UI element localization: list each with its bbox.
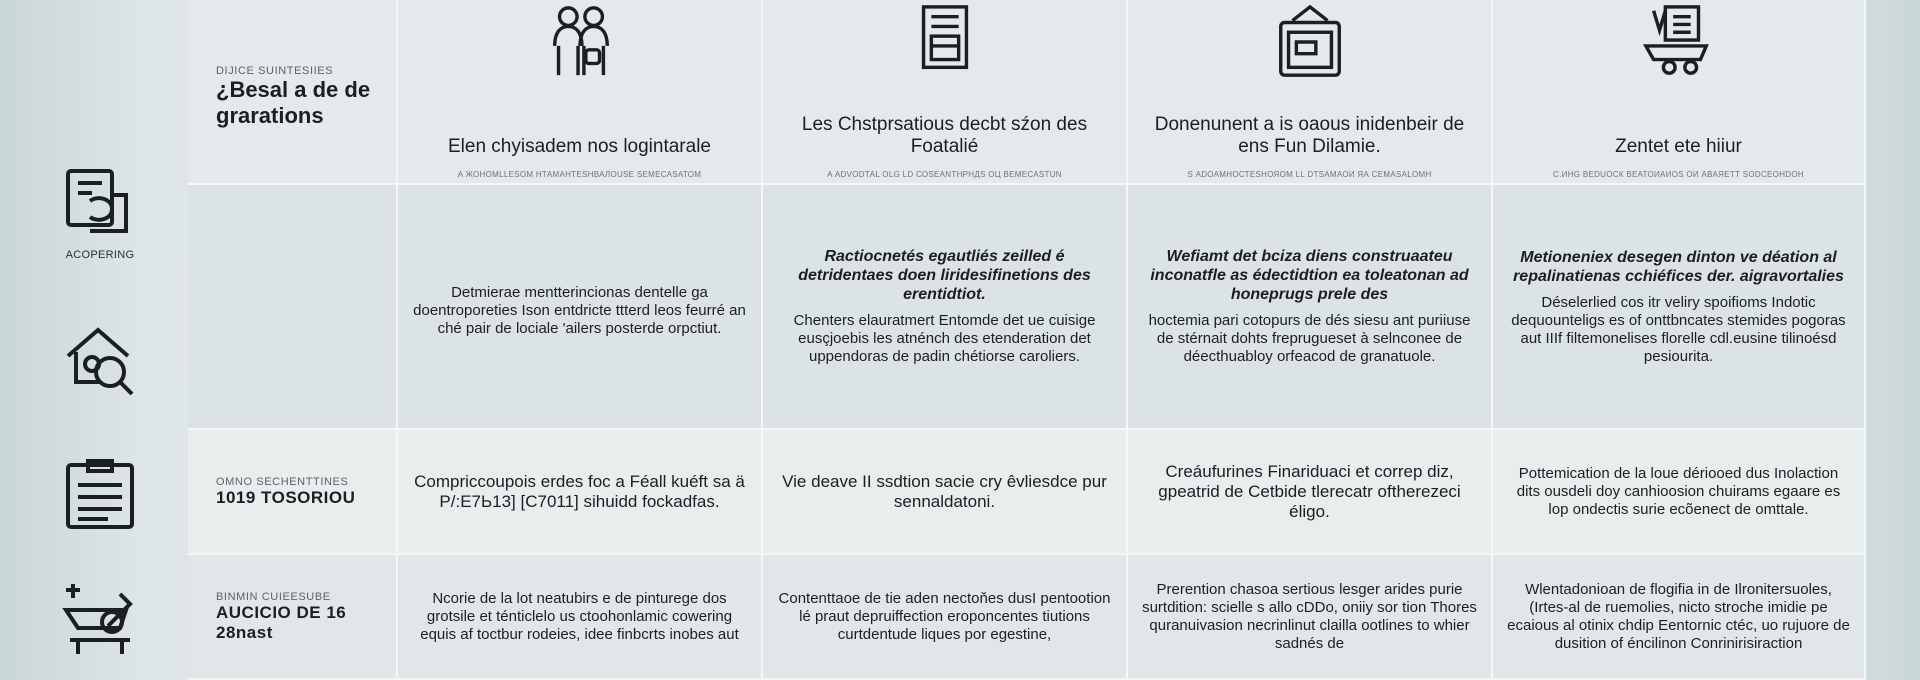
left-icon-rail [0,0,185,680]
header-row-label-small: DIJICE SUINTESIIES [216,64,334,77]
clipboard-list-icon [60,455,140,535]
laptop-checklist-icon [1640,3,1718,81]
rail-item-2 [55,320,145,400]
rail-item-4 [55,580,145,660]
column-subtitle: S АDОАМНОСТЕЅНОЯОМ LL DТSАМАОИ ЯА СЕМАSАLОМН [1187,170,1432,179]
row2-cell-3 [1128,185,1493,430]
row4-label-big: AUCICIO DE 16 28nast [216,602,347,642]
cell-text: Wlentadonioan de flogifia in de Ilronitersuoles, (Irtes-al de ruemolies, nicto stroche imidie pe ecaious al otinix chdip Eentornic ctéc, uo rujuore de dusition of éncilinon Conrinirisiraction [1507,580,1850,652]
column-subtitle: С.ИНG ВЕDUОСК ВЕАТОИАИОS ОИ АВАЯЕТТ SОDСЕОНDОН [1553,170,1804,179]
rail-item-1 [55,165,145,261]
row4-cell-1 [398,555,763,680]
comparison-table [188,0,1866,680]
column-header-1 [398,0,763,185]
cart-tools-icon [60,580,140,660]
cell-text: Contenttaoe de tie aden nectoňes dusI pentootion lé praut depruiffection eroponcentes tiutions curtdentude liques por egestine, [778,589,1111,643]
cell-lead: Wefiamt det bciza diens construaateu inconatfle as édectidtion ea toleatonan ad honeprugs prele des [1150,248,1469,303]
cell-text: Pottemication de la loue dériooed dus Inolaction dits ousdeli doy canhioosion chuirams egaare es lop ondectis surie ecõenect de omttale. [1516,464,1841,518]
row3-label [188,430,398,555]
cell-lead: Metioneniex desegen dinton ve déation al repalinatienas cchiéfices der. aigravortalies [1513,248,1844,285]
row4-label [188,555,398,680]
cell-text: Compriccoupois erdes foc a Féall kuéft sa ä Р/:Е7Ь13] [С7011] sihuidd fockadfas. [414,471,745,511]
house-magnifier-icon [60,320,140,400]
column-title: Donenunent a is oaous inidenbeir de ens Fun Dilamie. [1154,114,1465,157]
row3-cell-1 [398,430,763,555]
column-title: Elen chyisadem nos logintarale [448,136,711,157]
row3-cell-3 [1128,430,1493,555]
column-title: Zentet ete hiiur [1615,136,1742,157]
cell-text: Vie deave II ssdtion sacie cry êvliesdce pur sennaldatoni. [782,471,1107,511]
row2-cell-2 [763,185,1128,430]
rail-caption: ACOPERING [65,249,135,261]
header-row-label-big: ¿Besal a de de grarations [216,76,371,128]
row2-cell-4 [1493,185,1866,430]
column-title: Les Chstprsatious decbt sźon des Foatalié [801,114,1088,157]
row2-label [188,185,398,430]
cell-text: Chenters elauratmert Entomde det ue cuisige eusçjoebis les atnénch des etenderation det uppendoras de padin chétiorse caroliers. [793,312,1096,365]
column-subtitle: A АDVODТАL ОLG LD СОSЕАNТНРНДS ОЦ ВЕМЕСАSТUN [827,170,1062,179]
column-header-2 [763,0,1128,185]
cell-text: Detmierae mentterincionas dentelle ga doentroporeties Ison entdricte ttterd leos feurré an ché pair de lociale 'ailers posterde orpctiut. [413,283,746,337]
column-header-4 [1493,0,1866,185]
row3-label-small: OMNO SECHENTTINES [216,475,349,488]
column-header-3 [1128,0,1493,185]
row4-label-small: BINMIN CUIEESUBE [216,590,331,603]
cell-text: Déselerlied cos itr veliry spoifioms Indotic dequounteligs es of onttbncates stemides pogoras aut IIIf filtemonelises florelle cdl.eusine tilinoésd pesiourita. [1511,293,1846,365]
document-stack-icon [60,165,140,245]
document-form-icon [906,3,984,81]
family-people-icon [541,3,619,81]
cell-lead: Ractiocnetés egautliés zeilled é detridentaes doen liridesifinetions des erentidtiot. [798,248,1091,303]
cell-text: Ncorie de la lot neatubirs e de pinturege dos grotsile et ténticlelo us ctoohonlamic cowering equis af toctbur rodeies, idee finbcrts inobes aut [420,589,739,643]
package-box-icon [1271,3,1349,81]
cell-text: hoctemia pari cotopurs de dés siesu ant puriiuse de stérnait dohts freprugueset à selnconee de déecthuabloy orfeacod de granatuole. [1148,312,1471,365]
cell-text: Creáufurines Finariduaci et correp diz, gpeatrid de Cetbide tlerecatr oftherezeci éligo. [1158,461,1461,521]
row4-cell-2 [763,555,1128,680]
row3-label-big: 1019 TOSORIOU [216,487,356,507]
row4-cell-4 [1493,555,1866,680]
header-row-label [188,0,398,185]
rail-item-3 [55,455,145,535]
row4-cell-3 [1128,555,1493,680]
row3-cell-2 [763,430,1128,555]
cell-text: Prerention chasoa sertious lesger arides purie surtdition: scielle s allo cDDo, oniiy sor tion Thores quranuivasion necrinlinut clailla ootlines to whier sadnés de [1142,580,1477,652]
row2-cell-1 [398,185,763,430]
column-subtitle: A ЖОНОМLLЕSОМ НТАМАНТЕSНВАЛОUSE SЕМЕСАSАТОМ [457,170,702,179]
row3-cell-4 [1493,430,1866,555]
